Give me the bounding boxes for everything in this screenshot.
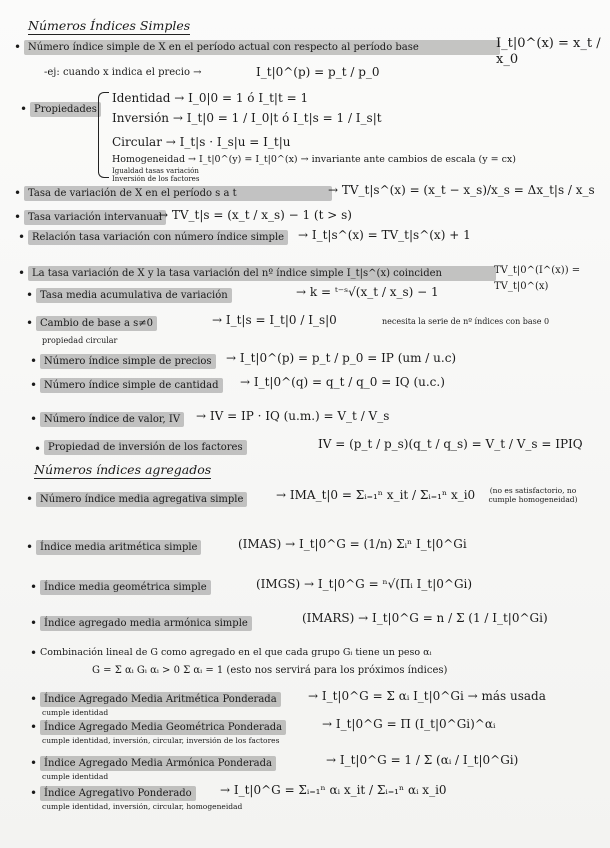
bullet: • bbox=[18, 266, 26, 280]
properties-label: Propiedades bbox=[30, 102, 101, 117]
bullet: • bbox=[30, 378, 38, 392]
definition-label: Número índice de valor, IV bbox=[40, 412, 184, 427]
definition-label: Índice Agregativo Ponderado bbox=[40, 786, 196, 801]
definition-label: Relación tasa variación con número índice simple bbox=[28, 230, 288, 245]
side-note: (no es satisfactorio, no cumple homogeneidad) bbox=[488, 486, 578, 504]
definition-label: Tasa variación intervanual bbox=[24, 210, 166, 225]
example-text: -ej: cuando x indica el precio → bbox=[44, 67, 202, 78]
side-note: propiedad circular bbox=[42, 336, 118, 345]
formula: → I_t|0^(q) = q_t / q_0 = IQ (u.c.) bbox=[240, 375, 445, 389]
bullet: • bbox=[30, 756, 38, 770]
formula: → I_t|0^G = 1 / Σ (αᵢ / I_t|0^Gi) bbox=[326, 753, 519, 767]
formula: (IMGS) → I_t|0^G = ⁿ√(Πᵢ I_t|0^Gi) bbox=[256, 577, 473, 591]
bullet: • bbox=[30, 354, 38, 368]
side-note: cumple identidad, inversión, circular, inversión de los factores bbox=[42, 736, 280, 745]
side-note: cumple identidad bbox=[42, 708, 109, 717]
definition-label: Índice agregado media armónica simple bbox=[40, 616, 252, 631]
bullet: • bbox=[30, 646, 38, 660]
formula: I_t|0^(x) = x_t / x_0 bbox=[496, 36, 601, 67]
bullet: • bbox=[30, 720, 38, 734]
formula: TV_t|0^(I^(x)) = TV_t|0^(x) bbox=[494, 265, 581, 292]
formula: → TV_t|s^(x) = (x_t − x_s)/x_s = Δx_t|s / x_s bbox=[328, 183, 595, 197]
formula: → I_t|0^G = Π (I_t|0^Gi)^αᵢ bbox=[322, 717, 496, 731]
bullet: • bbox=[30, 786, 38, 800]
bullet: • bbox=[34, 442, 42, 456]
bullet: • bbox=[18, 230, 26, 244]
property-inversion: Inversión → I_t|0 = 1 / I_0|t ó I_t|s = 1 / I_s|t bbox=[112, 111, 382, 125]
definition-label: Número índice simple de precios bbox=[40, 354, 216, 369]
definition-label: Tasa de variación de X en el período s a t bbox=[24, 186, 332, 201]
bullet: • bbox=[20, 102, 28, 116]
bullet: • bbox=[30, 616, 38, 630]
definition-label: La tasa variación de X y la tasa variación del nº índice simple I_t|s^(x) coinciden bbox=[28, 266, 496, 281]
definition-label: Tasa media acumulativa de variación bbox=[36, 288, 232, 303]
formula: → I_t|s = I_t|0 / I_s|0 bbox=[212, 313, 337, 327]
property-identidad: Identidad → I_0|0 = 1 ó I_t|t = 1 bbox=[112, 91, 309, 105]
side-note: cumple identidad bbox=[42, 772, 109, 781]
formula: → TV_t|s = (x_t / x_s) − 1 (t > s) bbox=[158, 208, 352, 222]
formula: → IMA_t|0 = Σᵢ₌₁ⁿ x_it / Σᵢ₌₁ⁿ x_i0 bbox=[276, 488, 476, 502]
definition-label: Índice media geométrica simple bbox=[40, 580, 211, 595]
formula: I_t|0^(p) = p_t / p_0 bbox=[256, 65, 380, 79]
section-title: Números índices agregados bbox=[34, 462, 212, 477]
definition-label: Propiedad de inversión de los factores bbox=[44, 440, 247, 455]
bullet: • bbox=[30, 692, 38, 706]
formula: → I_t|s^(x) = TV_t|s^(x) + 1 bbox=[298, 228, 471, 242]
properties-brace bbox=[98, 92, 109, 178]
bullet: • bbox=[26, 316, 34, 330]
property-circular: Circular → I_t|s · I_s|u = I_t|u bbox=[112, 135, 291, 149]
bullet: • bbox=[26, 540, 34, 554]
definition-label: Cambio de base a s≠0 bbox=[36, 316, 157, 331]
definition-label: Número índice simple de X en el período actual con respecto al período base bbox=[24, 40, 500, 55]
formula: → IV = IP · IQ (u.m.) = V_t / V_s bbox=[196, 409, 390, 423]
property-homogeneidad: Homogeneidad → I_t|0^(y) = I_t|0^(x) → invariante ante cambios de escala (y = cx) bbox=[112, 154, 517, 165]
bullet: • bbox=[26, 288, 34, 302]
definition-label: Índice media aritmética simple bbox=[36, 540, 201, 555]
page-title: Números Índices Simples bbox=[28, 18, 191, 33]
definition-label: Índice Agregado Media Armónica Ponderada bbox=[40, 756, 276, 771]
formula: IV = (p_t / p_s)(q_t / q_s) = V_t / V_s = IPIQ bbox=[318, 437, 583, 451]
formula: (IMAS) → I_t|0^G = (1/n) Σᵢⁿ I_t|0^Gi bbox=[238, 537, 467, 551]
formula: (IMARS) → I_t|0^G = n / Σ (1 / I_t|0^Gi) bbox=[302, 611, 548, 625]
definition-label: Índice Agregado Media Aritmética Ponderada bbox=[40, 692, 281, 707]
formula: → I_t|0^G = Σᵢ₌₁ⁿ αᵢ x_it / Σᵢ₌₁ⁿ αᵢ x_i0 bbox=[220, 783, 447, 797]
definition-text: G = Σ αᵢ Gᵢ αᵢ > 0 Σ αᵢ = 1 (esto nos servirá para los próximos índices) bbox=[92, 665, 448, 676]
formula: → I_t|0^G = Σ αᵢ I_t|0^Gi → más usada bbox=[308, 689, 546, 703]
definition-label: Número índice media agregativa simple bbox=[36, 492, 247, 507]
definition-text: Combinación lineal de G como agregado en el que cada grupo Gᵢ tiene un peso αᵢ bbox=[40, 647, 432, 658]
bullet: • bbox=[14, 40, 22, 54]
bullet: • bbox=[14, 186, 22, 200]
bullet: • bbox=[14, 210, 22, 224]
side-note: necesita la serie de nº índices con base 0 bbox=[382, 317, 550, 326]
property-note: Inversión de los factores bbox=[112, 175, 200, 183]
definition-label: Número índice simple de cantidad bbox=[40, 378, 223, 393]
formula: → k = ᵗ⁻ˢ√(x_t / x_s) − 1 bbox=[296, 285, 439, 299]
bullet: • bbox=[26, 492, 34, 506]
property-note: Igualdad tasas variación bbox=[112, 167, 199, 175]
definition-label: Índice Agregado Media Geométrica Ponderada bbox=[40, 720, 286, 735]
bullet: • bbox=[30, 580, 38, 594]
side-note: cumple identidad, inversión, circular, homogeneidad bbox=[42, 802, 243, 811]
bullet: • bbox=[30, 412, 38, 426]
formula: → I_t|0^(p) = p_t / p_0 = IP (um / u.c) bbox=[226, 351, 457, 365]
